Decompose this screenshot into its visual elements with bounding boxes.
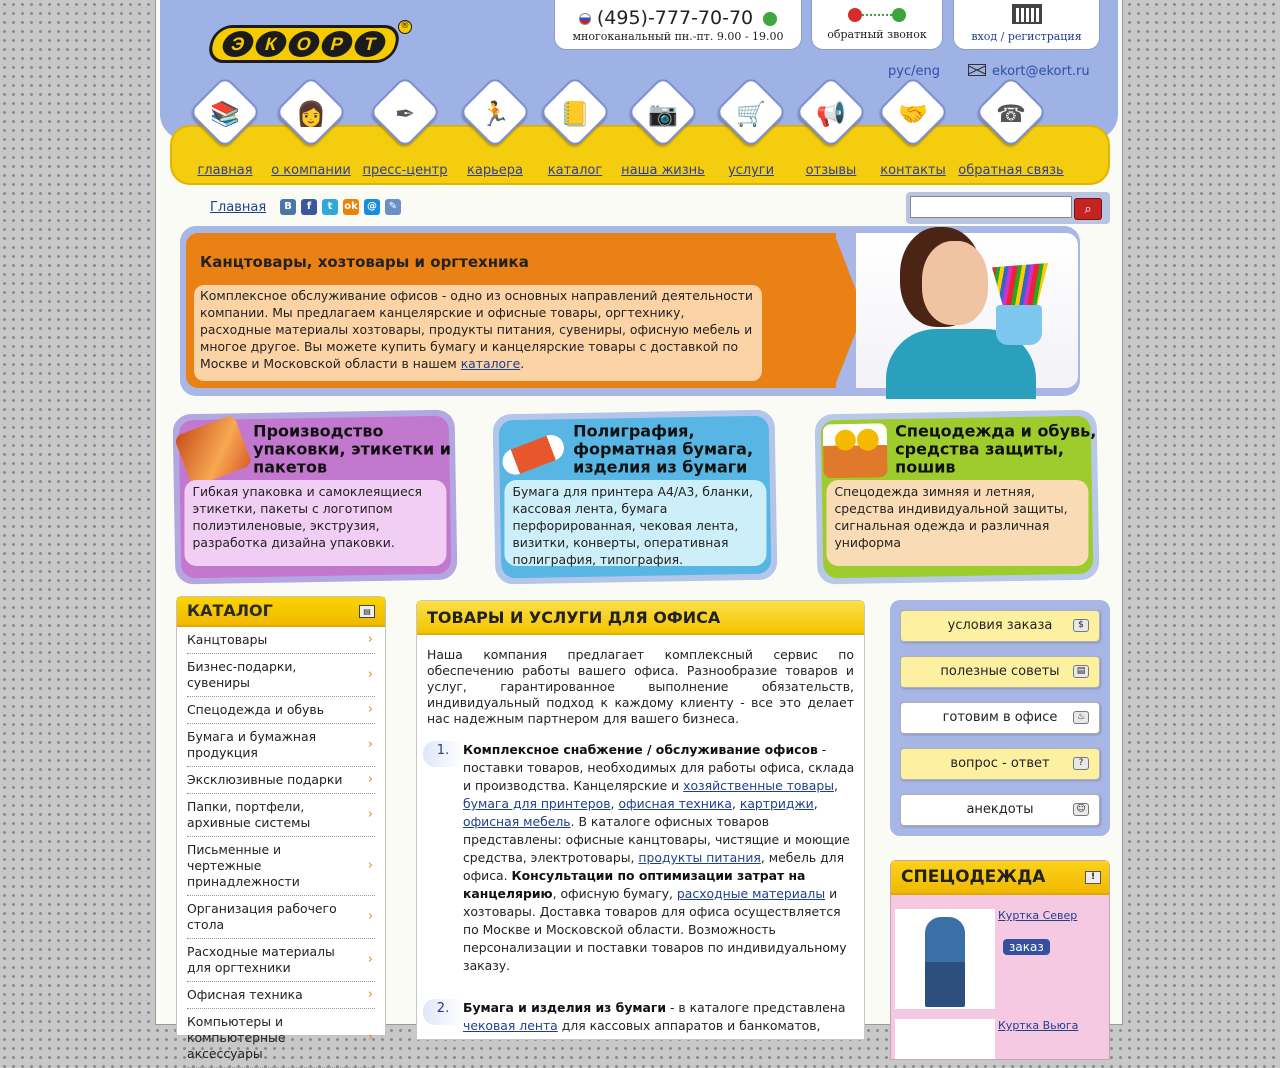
link-office-furniture[interactable]: офисная мебель: [463, 814, 571, 829]
chevron-right-icon: ›: [367, 807, 373, 822]
banner-title: Канцтовары, хозтовары и оргтехника: [200, 253, 529, 271]
nav-label[interactable]: пресс-центр: [362, 163, 448, 178]
nav-item-our-life[interactable]: [618, 86, 708, 178]
odnoklassniki-share-icon[interactable]: ok: [343, 199, 359, 215]
search-box: [906, 192, 1110, 224]
catalog-item[interactable]: Офисная техника ›: [187, 982, 375, 1009]
link-cartridges[interactable]: картриджи: [739, 796, 814, 811]
card-title[interactable]: Полиграфия, форматная бумага, изделия из бумаги: [573, 421, 754, 477]
money-icon: $: [1073, 619, 1089, 632]
cart-icon: 🛒: [736, 100, 766, 128]
product-image[interactable]: [895, 1019, 995, 1059]
search-button[interactable]: [1074, 198, 1102, 220]
nav-item-about[interactable]: [266, 86, 356, 178]
main-title: ТОВАРЫ И УСЛУГИ ДЛЯ ОФИСА: [417, 601, 864, 635]
books-icon: 📚: [210, 100, 240, 128]
card-text: Спецодежда зимняя и летняя, средства индивидуальной защиты, сигнальная одежда и различная униформа: [826, 480, 1088, 566]
callback-box[interactable]: [811, 0, 943, 50]
nav-label[interactable]: наша жизнь: [621, 163, 705, 178]
email-link[interactable]: [968, 64, 1090, 79]
link-receipt-tape[interactable]: чековая лента: [463, 1018, 558, 1033]
info-button[interactable]: условия заказа $: [900, 610, 1100, 642]
envelope-icon: [968, 64, 986, 76]
nav-item-press[interactable]: [360, 86, 450, 178]
working-hours: многоканальный пн.-пт. 9.00 - 19.00: [572, 30, 784, 43]
catalog-item[interactable]: Письменные и чертежные принадлежности ›: [187, 837, 375, 896]
search-icon: ⌕: [1084, 201, 1092, 216]
logo-letter: К: [253, 31, 289, 57]
link-food[interactable]: продукты питания: [638, 850, 761, 865]
feather-pen-icon: ✒: [394, 100, 416, 128]
nav-label[interactable]: о компании: [271, 163, 351, 178]
product-image[interactable]: [895, 909, 995, 1009]
card-title[interactable]: Спецодежда и обувь, средства защиты, пошив: [895, 421, 1097, 477]
book-icon: ▤: [1073, 665, 1089, 678]
logo-letter: Р: [319, 31, 355, 57]
mailru-share-icon[interactable]: @: [364, 199, 380, 215]
login-link[interactable]: вход / регистрация: [971, 30, 1082, 43]
gate-icon: [1012, 4, 1042, 24]
callback-phones-icon: [812, 8, 942, 24]
product-link[interactable]: Куртка Север: [998, 909, 1078, 922]
attention-icon: !: [1085, 871, 1101, 884]
card-text: Бумага для принтера А4/А3, бланки, кассовая лента, бумага перфорированная, чековая лента, визитки, конверты, оперативная полиграфия, типография.: [504, 480, 766, 566]
callback-label: обратный звонок: [827, 28, 927, 41]
nav-label[interactable]: обратная связь: [958, 163, 1064, 178]
link-household-goods[interactable]: хозяйственные товары: [683, 778, 834, 793]
chevron-right-icon: ›: [367, 632, 373, 647]
question-icon: ?: [1073, 757, 1089, 770]
catalog-item[interactable]: Папки, портфели, архивные системы ›: [187, 794, 375, 837]
promo-card-packaging[interactable]: [173, 410, 458, 585]
smiley-icon: ☺: [1073, 803, 1089, 816]
chevron-right-icon: ›: [367, 702, 373, 717]
russia-flag-icon: [579, 13, 591, 25]
woman-icon: 👩: [296, 100, 326, 128]
catalog-item[interactable]: Компьютеры и компьютерные аксессуары ›: [187, 1009, 375, 1068]
nav-label[interactable]: отзывы: [805, 163, 857, 178]
workers-icon: [823, 423, 888, 478]
catalog-icon: 📒: [560, 100, 590, 128]
search-input[interactable]: [910, 196, 1072, 218]
catalog-header: [177, 597, 385, 627]
logo-letter: Э: [220, 31, 256, 57]
catalog-link[interactable]: каталоге: [460, 356, 521, 371]
vk-share-icon[interactable]: B: [280, 199, 296, 215]
nav-label[interactable]: услуги: [727, 163, 775, 178]
cooking-pot-icon: ♨: [1073, 711, 1089, 724]
catalog-item[interactable]: Бумага и бумажная продукция ›: [187, 724, 375, 767]
nav-label[interactable]: каталог: [547, 163, 603, 178]
promo-banner: [186, 233, 836, 388]
call-icon[interactable]: [763, 12, 777, 26]
order-button[interactable]: заказ: [1003, 939, 1050, 955]
phone-number[interactable]: [555, 7, 801, 29]
phone-handset-icon: ☎: [996, 100, 1026, 128]
banner-text: Комплексное обслуживание офисов - одно из основных направлений деятельности компании. Мы предлагаем канцелярские и офисные товары, оргтехнику, расходные материалы хозтовары, продукты питания, сувениры, офисную мебель и многое другое. Вы можете купить бумагу и канцелярские товары с доставкой по Москве и Московской области в нашем каталоге.: [194, 285, 762, 381]
chevron-right-icon: ›: [367, 987, 373, 1002]
email-text: ekort@ekort.ru: [992, 64, 1090, 79]
info-button[interactable]: полезные советы ▤: [900, 656, 1100, 688]
list-item: 1. Комплексное снабжение / обслуживание офисов - поставки товаров, необходимых для работы офиса, склада и производства. Канцелярские и хозяйственные товары, бумага для принтеров, офисная техника, картриджи, офисная мебель. В каталоге офисных товаров представлены: офисные канцтовары, чистящие и моющие средства, электротовары, продукты питания, мебель для офиса. Консультации по оптимизации затрат на канцелярию, офисную бумагу, расходные материалы и хозтовары. Доставка товаров для офиса осуществляется по Москве и Московской области. Возможность персонализации и поставки товаров по индивидуальному заказу.: [423, 741, 856, 975]
nav-label[interactable]: контакты: [880, 163, 946, 178]
share-buttons: [280, 199, 401, 215]
nav-item-feedback[interactable]: [954, 86, 1068, 178]
link-printer-paper[interactable]: бумага для принтеров: [463, 796, 611, 811]
banner-photo-woman: [856, 233, 1078, 388]
info-button[interactable]: вопрос - ответ ?: [900, 748, 1100, 780]
catalog-list: [177, 627, 385, 1068]
nav-label[interactable]: карьера: [467, 163, 523, 178]
breadcrumb-home[interactable]: Главная: [210, 200, 267, 215]
intro-paragraph: Наша компания предлагает комплексный сервис по обеспечению работы вашего офиса. Разнообразие товаров и услуг, гарантированное выполнение обязательств, индивидуальный подход к каждому клиенту - все это делает нас надежным партнером для вашего бизнеса.: [427, 647, 854, 726]
nav-item-home[interactable]: [180, 86, 270, 178]
product-link[interactable]: Куртка Вьюга: [998, 1019, 1079, 1032]
nav-item-services[interactable]: [706, 86, 796, 178]
catalog-item[interactable]: Расходные материалы для оргтехники ›: [187, 939, 375, 982]
info-button[interactable]: анекдоты ☺: [900, 794, 1100, 826]
catalog-item[interactable]: Эксклюзивные подарки ›: [187, 767, 375, 794]
nav-item-reviews[interactable]: [786, 86, 876, 178]
logo[interactable]: [210, 21, 410, 64]
facebook-share-icon[interactable]: f: [301, 199, 317, 215]
link-office-equipment[interactable]: офисная техника: [618, 796, 732, 811]
chevron-right-icon: ›: [367, 909, 373, 924]
chevron-right-icon: ›: [367, 737, 373, 752]
info-buttons-panel: [890, 600, 1110, 836]
list-number: 1.: [423, 741, 463, 767]
running-man-icon: 🏃: [480, 100, 510, 128]
megaphone-icon: 📢: [816, 100, 846, 128]
link-consumables[interactable]: расходные материалы: [676, 886, 826, 901]
list-number: 2.: [423, 999, 463, 1025]
catalog-item[interactable]: Бизнес-подарки, сувениры ›: [187, 654, 375, 697]
nav-item-contacts[interactable]: [868, 86, 958, 178]
workwear-widget: [890, 860, 1110, 1060]
livejournal-share-icon[interactable]: ✎: [385, 199, 401, 215]
card-title[interactable]: Производство упаковки, этикетки и пакетов: [253, 421, 451, 477]
services-list: [417, 741, 864, 1035]
registered-mark: ®: [398, 20, 412, 34]
main-content: [416, 600, 865, 1040]
handshake-icon: 🤝: [898, 100, 928, 128]
twitter-share-icon[interactable]: t: [322, 199, 338, 215]
camera-icon: 📷: [648, 100, 678, 128]
promo-card-workwear[interactable]: [815, 410, 1100, 585]
language-switch[interactable]: рус/eng: [888, 64, 940, 79]
list-item: 2. Бумага и изделия из бумаги - в каталоге представлена чековая лента для кассовых аппаратов и банкоматов,: [423, 999, 856, 1035]
catalog-item[interactable]: Организация рабочего стола ›: [187, 896, 375, 939]
logo-letter: О: [286, 31, 322, 57]
catalog-sidebar: [176, 596, 386, 1061]
chevron-right-icon: ›: [367, 858, 373, 873]
chevron-right-icon: ›: [367, 1030, 373, 1045]
logo-letter: Т: [352, 31, 388, 57]
catalog-title: КАТАЛОГ: [187, 601, 273, 620]
nav-label[interactable]: главная: [197, 163, 253, 178]
chevron-right-icon: ›: [367, 772, 373, 787]
catalog-item[interactable]: Канцтовары ›: [187, 627, 375, 654]
card-text: Гибкая упаковка и самоклеящиеся этикетки, пакеты с логотипом полиэтиленовые, экструзия, разработка дизайна упаковки.: [184, 480, 446, 566]
logo-plate: [205, 25, 402, 63]
phone-box: [554, 0, 802, 50]
info-button[interactable]: готовим в офисе ♨: [900, 702, 1100, 734]
chevron-right-icon: ›: [367, 667, 373, 682]
nav-item-career[interactable]: [450, 86, 540, 178]
login-box[interactable]: [953, 0, 1100, 50]
workwear-header: СПЕЦОДЕЖДА !: [891, 861, 1109, 895]
nav-item-catalog[interactable]: [530, 86, 620, 178]
phone-number-text: (495)-777-70-70: [596, 7, 754, 29]
page: [156, 0, 1122, 1061]
promo-card-printing[interactable]: [493, 410, 778, 585]
catalog-item[interactable]: Спецодежда и обувь ›: [187, 697, 375, 724]
book-icon: ▤: [359, 605, 375, 618]
chevron-right-icon: ›: [367, 952, 373, 967]
